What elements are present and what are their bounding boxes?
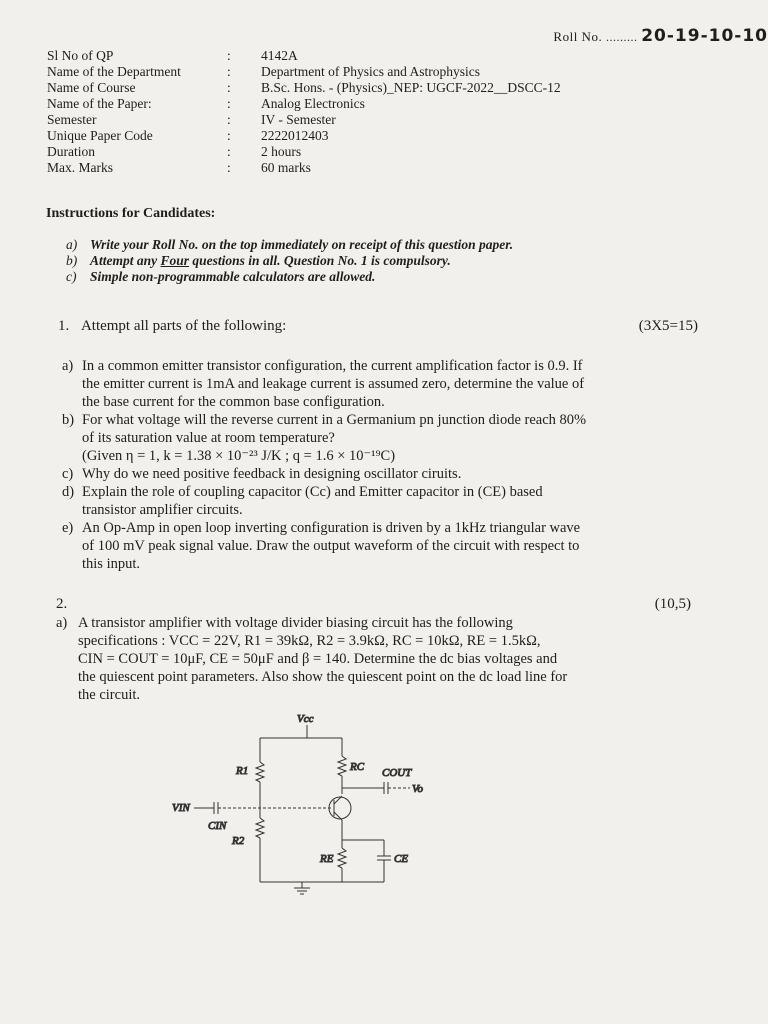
transistor (329, 797, 351, 819)
question-1-parts (62, 357, 694, 573)
detail-row: Sl No of QP : 4142A (47, 48, 298, 63)
roll-number-value: 20-19-10-10 (641, 26, 768, 46)
question-part: e) An Op-Amp in open loop inverting configuration is driven by a 1kHz triangular wave of 100 mV peak signal value. Draw the output waveform of the circuit with respect to this input. (62, 520, 581, 572)
detail-row: Name of the Department : Department of Physics and Astrophysics (47, 64, 480, 79)
paper-details (47, 48, 661, 176)
instruction-item: a) Write your Roll No. on the top immediately on receipt of this question paper. (66, 237, 514, 252)
vcc-label: Vcc (297, 713, 314, 725)
question-number: 1. (58, 318, 70, 334)
r1-label: R1 (236, 765, 249, 777)
question-marks: (10,5) (654, 596, 691, 612)
voltage-divider-circuit-diagram (170, 710, 450, 900)
cin-label: CIN (208, 820, 227, 832)
instructions-title: Instructions for Candidates: (46, 206, 216, 221)
cout-label: COUT (382, 767, 412, 779)
question-part: c) Why do we need positive feedback in designing oscillator ciruits. (62, 466, 462, 482)
detail-row: Max. Marks : 60 marks (47, 160, 311, 175)
r2-label: R2 (232, 835, 245, 847)
question-part: a) In a common emitter transistor configuration, the current amplification factor is 0.9. If the emitter current is 1mA and leakage current is assumed zero, determine the value of the base current for the common base configuration. (62, 358, 585, 410)
question-number: 2. (56, 596, 68, 612)
detail-row: Name of Course : B.Sc. Hons. - (Physics)_NEP: UGCF-2022__DSCC-12 (47, 80, 561, 95)
re-label: RE (320, 853, 334, 865)
roll-number-field: Roll No. ......... 20-19-10-10 (553, 26, 768, 46)
re-resistor (338, 848, 346, 868)
roll-number-label: Roll No. (553, 29, 603, 44)
detail-row: Unique Paper Code : 2222012403 (47, 128, 329, 143)
question-part: b) For what voltage will the reverse current in a Germanium pn junction diode reach 80% of its saturation value at room temperature? (Given η = 1, k = 1.38 × 10⁻²³ J/K ; q = 1.6 × 10⁻¹⁹C) (62, 412, 587, 464)
rc-label: RC (350, 761, 365, 773)
detail-row: Name of the Paper: : Analog Electronics (47, 96, 365, 111)
question-2-header (56, 596, 691, 613)
r2-resistor (256, 818, 264, 838)
question-marks: (3X5=15) (638, 318, 698, 334)
question-title: Attempt all parts of the following: (80, 318, 287, 334)
instruction-item: c) Simple non-programmable calculators are allowed. (66, 269, 376, 284)
instructions-list (66, 237, 513, 285)
vin-label: VIN (172, 802, 190, 814)
question-1-header (58, 318, 698, 335)
vo-label: Vo (412, 783, 423, 795)
r1-resistor (256, 762, 264, 782)
rc-resistor (338, 756, 346, 776)
ce-label: CE (394, 853, 409, 865)
question-2-parts (56, 614, 690, 704)
question-part: a) A transistor amplifier with voltage divider biasing circuit has the following specifications : VCC = 22V, R1 = 39kΩ, R2 = 3.9kΩ, RC = 10kΩ, RE = 1.5kΩ, CIN = COUT = 10μF, CE = 50μF and β = 140. Determine the dc bias voltages and the quiescent point parameters. Also show the quiescent point on the dc load line for the circuit. (56, 615, 568, 703)
instruction-item: b) Attempt any Four questions in all. Question No. 1 is compulsory. (66, 253, 451, 268)
detail-row: Semester : IV - Semester (47, 112, 336, 127)
detail-row: Duration : 2 hours (47, 144, 302, 159)
question-part: d) Explain the role of coupling capacitor (Cc) and Emitter capacitor in (CE) based transistor amplifier circuits. (62, 484, 543, 518)
